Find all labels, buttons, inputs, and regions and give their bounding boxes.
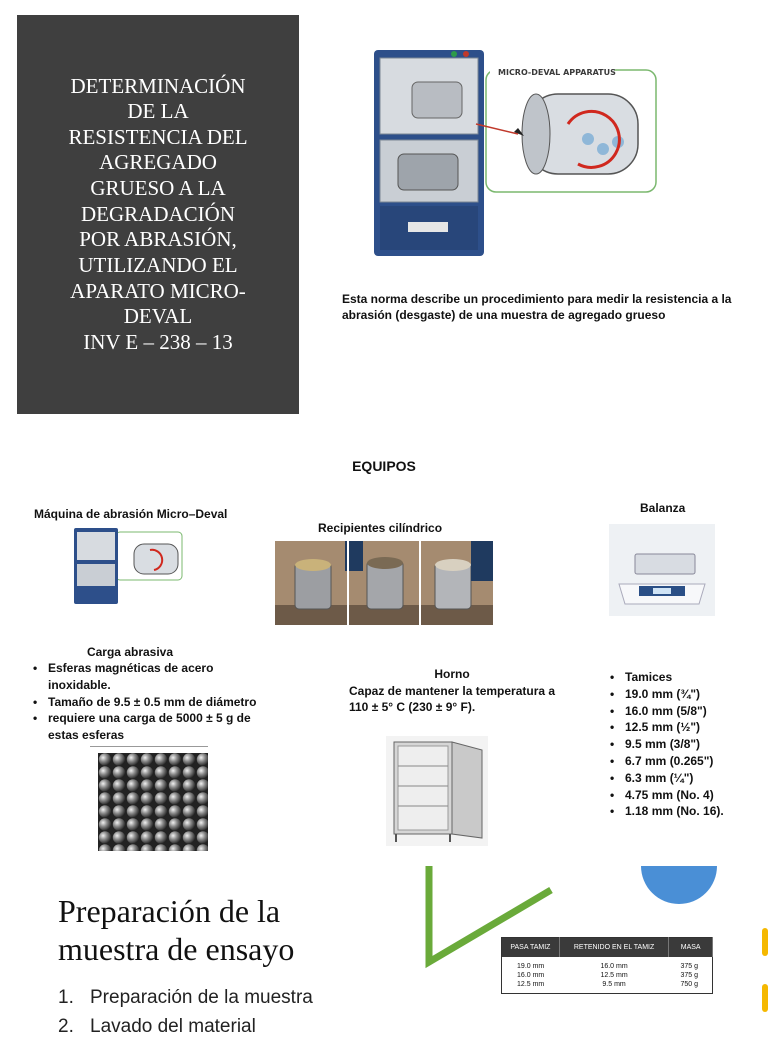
tamices-list — [607, 669, 757, 820]
cell-value: 375 g — [671, 972, 698, 981]
table-row — [502, 957, 713, 994]
title-line: Preparación de la — [58, 892, 294, 930]
cylindrical-containers-image — [275, 541, 493, 625]
title-line: AGREGADO — [68, 150, 247, 176]
containers-label: Recipientes cilíndrico — [318, 521, 518, 537]
preparacion-steps — [58, 984, 313, 1041]
callout-label: MICRO-DEVAL APPARATUS — [498, 68, 616, 77]
column-header: RETENIDO EN EL TAMIZ — [559, 938, 669, 958]
table-cell — [559, 957, 669, 994]
orange-accent-mark — [762, 984, 768, 1012]
list-item: • 16.0 mm (5/8") — [607, 703, 757, 720]
list-item — [58, 984, 313, 1013]
balance-image — [609, 524, 715, 616]
list-item: • Esferas magnéticas de acero inoxidable. — [30, 660, 278, 694]
cell-value: 19.0 mm — [504, 963, 557, 972]
cell-value: 750 g — [671, 981, 698, 990]
list-item: • Tamaño de 9.5 ± 0.5 mm de diámetro — [30, 694, 278, 711]
list-item: • 6.3 mm (¼") — [607, 770, 757, 787]
cell-value: 16.0 mm — [504, 972, 557, 981]
step-text: Preparación de la muestra — [90, 987, 313, 1008]
document-title — [68, 74, 247, 356]
title-line: RESISTENCIA DEL — [68, 125, 247, 151]
table-header-row — [502, 938, 713, 958]
list-item: • Tamices — [607, 669, 757, 686]
balance-label: Balanza — [640, 501, 700, 517]
title-line: INV E – 238 – 13 — [68, 330, 247, 356]
title-block — [17, 15, 299, 414]
list-item: • 4.75 mm (No. 4) — [607, 787, 757, 804]
divider — [90, 746, 208, 747]
column-header: MASA — [669, 938, 713, 958]
title-line: GRUESO A LA — [68, 176, 247, 202]
table-cell — [669, 957, 713, 994]
title-line: DEVAL — [68, 304, 247, 330]
title-line: muestra de ensayo — [58, 930, 294, 968]
title-line: UTILIZANDO EL — [68, 253, 247, 279]
preparacion-title — [58, 892, 294, 969]
cell-value: 9.5 mm — [561, 981, 667, 990]
micro-deval-machine-image — [72, 526, 184, 606]
horno-heading: Horno — [347, 667, 557, 683]
equipos-heading: EQUIPOS — [0, 457, 768, 475]
list-item: • 9.5 mm (3/8") — [607, 736, 757, 753]
column-header: PASA TAMIZ — [502, 938, 560, 958]
blue-half-circle-shape — [641, 866, 717, 906]
title-line: APARATO MICRO- — [68, 279, 247, 305]
list-item — [58, 1013, 313, 1041]
cell-value: 12.5 mm — [561, 972, 667, 981]
cell-value: 12.5 mm — [504, 981, 557, 990]
title-line: DE LA — [68, 99, 247, 125]
orange-accent-mark — [762, 928, 768, 956]
list-item: • requiere una carga de 5000 ± 5 g de estas esferas — [30, 710, 278, 744]
list-item: • 19.0 mm (¾") — [607, 686, 757, 703]
title-line: DEGRADACIÓN — [68, 202, 247, 228]
standard-description: Esta norma describe un procedimiento para medir la resistencia a la abrasión (desgaste) de una muestra de agregado grueso — [342, 292, 732, 324]
steel-spheres-image — [98, 753, 208, 851]
title-line: POR ABRASIÓN, — [68, 227, 247, 253]
carga-abrasiva-list — [30, 660, 278, 744]
micro-deval-machine-label: Máquina de abrasión Micro–Deval — [34, 507, 264, 523]
step-number: 2. — [58, 1013, 90, 1041]
list-item: • 12.5 mm (½") — [607, 719, 757, 736]
sieve-mass-table — [501, 937, 713, 994]
step-number: 1. — [58, 984, 90, 1013]
step-text: Lavado del material — [90, 1016, 256, 1037]
micro-deval-apparatus-image — [368, 44, 660, 262]
title-line: DETERMINACIÓN — [68, 74, 247, 100]
horno-description: Capaz de mantener la temperatura a 110 ± 5° C (230 ± 9° F). — [349, 684, 561, 716]
cell-value: 375 g — [671, 963, 698, 972]
cell-value: 16.0 mm — [561, 963, 667, 972]
oven-image — [386, 736, 488, 846]
list-item: • 6.7 mm (0.265") — [607, 753, 757, 770]
list-item: • 1.18 mm (No. 16). — [607, 803, 757, 820]
carga-abrasiva-heading: Carga abrasiva — [30, 645, 230, 661]
table-cell — [502, 957, 560, 994]
